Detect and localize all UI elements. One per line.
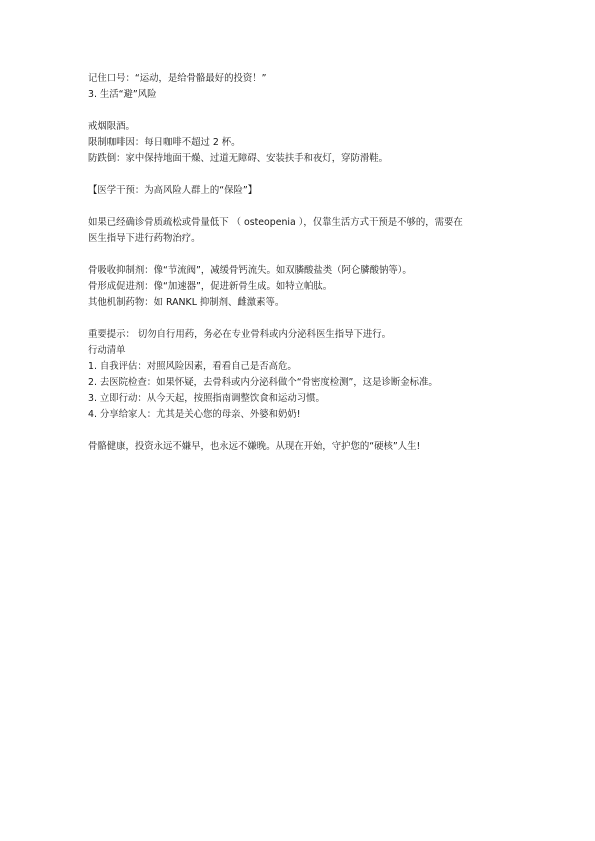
medical-intro-line-1: 如果已经确诊骨质疏松或骨量低下 （ osteopenia ），仅靠生活方式干预是不够的，需要在 xyxy=(88,217,463,228)
medical-intro-line-2: 医生指导下进行药物治疗。 xyxy=(88,233,201,244)
lifestyle-item: 防跌倒：家中保持地面干燥、过道无障碍、安装扶手和夜灯，穿防滑鞋。 xyxy=(88,153,389,164)
lifestyle-item: 戒烟限酒。 xyxy=(88,121,135,132)
lifestyle-item: 限制咖啡因：每日咖啡不超过 2 杯。 xyxy=(88,137,241,148)
drug-item: 骨形成促进剂：像“加速器”，促进新骨生成。如特立帕肽。 xyxy=(88,281,333,292)
document-body xyxy=(88,71,518,455)
spacer xyxy=(88,311,518,327)
drug-item: 骨吸收抑制剂：像“节流阀”，减缓骨钙流失。如双膦酸盐类（阿仑膦酸钠等）。 xyxy=(88,265,412,276)
section-title-lifestyle: 3. 生活“避”风险 xyxy=(88,89,157,100)
action-item: 1. 自我评估：对照风险因素，看看自己是否高危。 xyxy=(88,361,297,372)
spacer xyxy=(88,247,518,263)
action-item: 2. 去医院检查：如果怀疑，去骨科或内分泌科做个“骨密度检测”，这是诊断金标准。 xyxy=(88,377,438,388)
spacer xyxy=(88,167,518,183)
action-item: 3. 立即行动：从今天起，按照指南调整饮食和运动习惯。 xyxy=(88,393,325,404)
drug-item: 其他机制药物：如 RANKL 抑制剂、雌激素等。 xyxy=(88,297,285,308)
closing-text: 骨骼健康，投资永远不嫌早，也永远不嫌晚。从现在开始，守护您的“硬核”人生! xyxy=(88,441,421,452)
slogan-text: 记住口号：“运动，是给骨骼最好的投资！” xyxy=(88,73,267,84)
important-tip: 重要提示： 切勿自行用药，务必在专业骨科或内分泌科医生指导下进行。 xyxy=(88,329,391,340)
action-item: 4. 分享给家人：尤其是关心您的母亲、外婆和奶奶! xyxy=(88,409,301,420)
spacer xyxy=(88,199,518,215)
spacer xyxy=(88,103,518,119)
spacer xyxy=(88,423,518,439)
action-list-title: 行动清单 xyxy=(88,345,126,356)
medical-heading: 【医学干预：为高风险人群上的“保险”】 xyxy=(88,185,258,196)
